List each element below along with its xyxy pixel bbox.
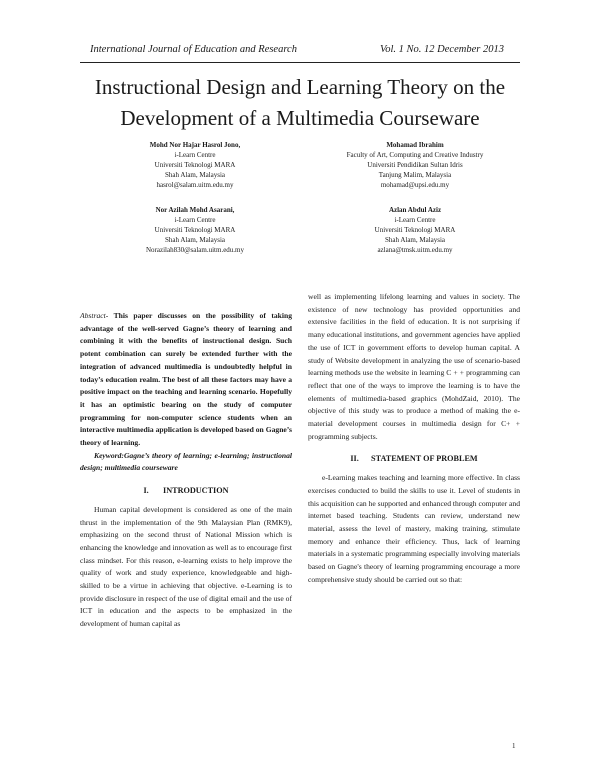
author-block-4 [315, 205, 515, 255]
volume-info: Vol. 1 No. 12 December 2013 [380, 44, 504, 55]
title-line-2: Development of a Multimedia Courseware [120, 106, 480, 130]
author-org: i-Learn Centre [174, 216, 216, 224]
right-column [308, 291, 520, 586]
page-number: 1 [512, 742, 516, 750]
author-name: Mohamad Ibrahim [386, 141, 444, 149]
author-city: Shah Alam, Malaysia [164, 171, 226, 179]
author-email: mohamad@upsi.edu.my [380, 181, 450, 189]
title-line-1: Instructional Design and Learning Theory on the [94, 75, 506, 99]
author-univ: Universiti Teknologi MARA [154, 161, 236, 169]
left-column [80, 310, 292, 631]
paper-title [40, 72, 560, 134]
abstract [80, 310, 292, 450]
author-org: Faculty of Art, Computing and Creative Industry [346, 151, 484, 159]
author-block-1 [95, 140, 295, 190]
abstract-label: Abstract- [80, 311, 109, 320]
author-city: Tanjung Malim, Malaysia [378, 171, 452, 179]
author-block-2 [315, 140, 515, 190]
author-email: Norazilah830@salam.uitm.edu.my [145, 246, 244, 254]
author-email: hasrol@salam.uitm.edu.my [156, 181, 234, 189]
author-univ: Universiti Teknologi MARA [154, 226, 236, 234]
author-email: azlana@tmsk.uitm.edu.my [377, 246, 453, 254]
keywords: Keyword:Gagne’s theory of learning; e-learning; instructional design; multimedia courseware [80, 450, 292, 473]
author-org: i-Learn Centre [174, 151, 216, 159]
author-name: Mohd Nor Hajar Hasrol Jono, [149, 141, 241, 149]
author-org: i-Learn Centre [394, 216, 436, 224]
problem-paragraph: e-Learning makes teaching and learning more effective. In class exercises conducted to build the skills to use it. Level of students in this acquisition can he supported and enhanced through computer and internet based teaching. Students can review, understand new material, assess the level of mastery, making training, stimulate memory and enhance their efficiency. Thus, lack of learning materials in a systematic programming especially involving materials based on Gagne's theory of learning programming encourage a more comprehensive study should be carried out so that: [308, 473, 520, 584]
intro-heading: I. INTRODUCTION [143, 486, 229, 496]
author-city: Shah Alam, Malaysia [164, 236, 226, 244]
author-univ: Universiti Pendidikan Sultan Idris [367, 161, 463, 169]
author-name: Azlan Abdul Aziz [388, 206, 442, 214]
intro-paragraph: Human capital development is considered as one of the main thrust in the implementation of the 9th Malaysian Plan (RMK9), emphasizing on the second thrust of National Mission which is enhancing the knowledge and innovation as well as to encourage first class mindset. For this reason, e-learning exists to help improve the quality of work and study experience, knowledgeable and high-skilled to be a virtue in achieving that objective. e-Learning is to provide disclosure in respect of the use of digital email and the use of ICT in education and the aspects to be emphasized in the development of human capital as [80, 504, 292, 629]
abstract-text: This paper discusses on the possibility of taking advantage of the well-served Gagne’s theory of learning and combining it with the benefits of instructional design. Such potent combination can surely be extended further with the integration of advanced multimedia is undoubtedly helpful in today’s education realm. The best of all these factors may have a positive impact on the teaching and learning scenario. Hopefully it has an optimistic bearing on the study of computer programming for non-computer science students when an interactive multimedia application is developed based on Gagne’s theory of learning. [80, 311, 292, 448]
author-block-3 [95, 205, 295, 255]
author-name: Nor Azilah Mohd Asarani, [155, 206, 235, 214]
journal-name: International Journal of Education and Research [90, 44, 297, 55]
author-city: Shah Alam, Malaysia [384, 236, 446, 244]
problem-heading: II. STATEMENT OF PROBLEM [350, 454, 478, 464]
author-univ: Universiti Teknologi MARA [374, 226, 456, 234]
intro-continued-paragraph: well as implementing lifelong learning and values in society. The existence of new technology has provided opportunities and extensive facilities in the field of education. It is not surprising if many educational institutions, and government agencies have applied the use of ICT in government efforts to develop human capital. A study of Website development in analyzing the use of scenario-based learning methods use the website in learning C + + programming can reflect that one of the ways to improve the learning is to have the elements of multimedia-based graphics (MohdZaid, 2010). The objective of this study was to produce a method of making the e-material development courses in multimedia design for C+ + programming subjects. [308, 292, 520, 441]
header-rule [80, 62, 520, 63]
